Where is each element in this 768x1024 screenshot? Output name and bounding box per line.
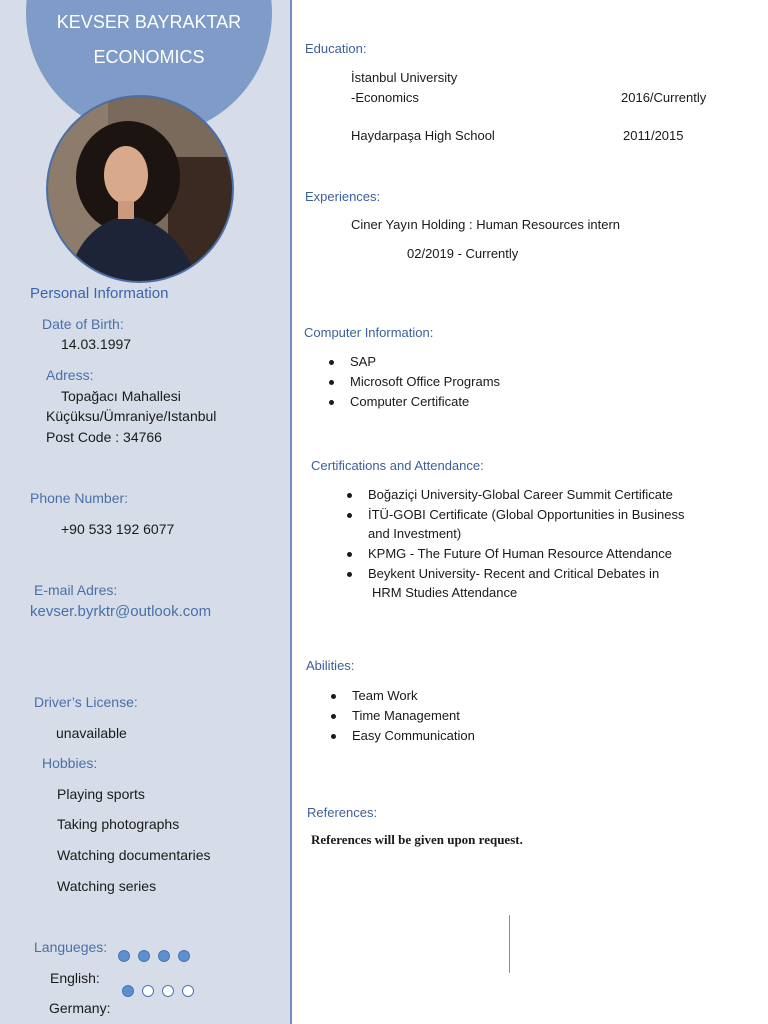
certification-item-continued: and Investment) [368,526,462,541]
hobbies-label: Hobbies: [42,755,98,771]
rating-dot [158,950,170,962]
hobby-item: Playing sports [57,786,145,802]
languages-label: Langueges: [34,939,108,955]
address-line1: Topağacı Mahallesi [61,388,181,404]
profile-photo [46,95,234,283]
candidate-name: KEVSER BAYRAKTAR [56,12,242,32]
candidate-field: ECONOMICS [93,47,205,67]
references-title: References: [307,805,378,820]
dob-value: 14.03.1997 [61,336,132,352]
hobby-item: Watching documentaries [57,847,211,863]
rating-dot [138,950,150,962]
education-dept: -Economics [351,90,419,105]
ability-item: Easy Communication [352,728,475,743]
certification-item-continued: HRM Studies Attendance [372,585,518,600]
license-value: unavailable [56,725,127,741]
certification-item: Boğaziçi University-Global Career Summit Certificate [368,487,673,502]
sidebar-divider [290,0,292,1024]
dob-label: Date of Birth: [42,316,124,332]
personal-info-title: Personal Information [30,285,169,302]
experience-role: Ciner Yayın Holding : Human Resources intern [351,217,621,232]
education-dates: 2011/2015 [623,128,684,143]
rating-dot [162,985,174,997]
language-germany-label: Germany: [49,1000,111,1016]
address-label: Adress: [46,367,94,383]
ability-item: Time Management [352,708,460,723]
rating-dot [122,985,134,997]
education-school: Haydarpaşa High School [351,128,495,143]
certification-item: İTÜ-GOBI Certificate (Global Opportunities in Business [368,507,685,522]
address-line3: Post Code : 34766 [46,429,162,445]
rating-dot [118,950,130,962]
rating-dot [178,950,190,962]
phone-label: Phone Number: [30,490,129,506]
experiences-title: Experiences: [305,189,381,204]
email-link[interactable]: kevser.byrktr@outlook.com [30,603,212,620]
sidebar [0,0,290,1024]
hobby-item: Watching series [57,878,157,894]
rating-dot [182,985,194,997]
education-dates: 2016/Currently [621,90,707,105]
certifications-title: Certifications and Attendance: [311,458,484,473]
email-label: E-mail Adres: [34,582,118,598]
experience-dates: 02/2019 - Currently [407,246,519,261]
address-line2: Küçüksu/Ümraniye/Istanbul [46,408,217,424]
certification-item: KPMG - The Future Of Human Resource Attendance [368,546,672,561]
computer-info-title: Computer Information: [304,325,434,340]
references-text: References will be given upon request. [311,832,523,847]
license-label: Driver’s License: [34,694,138,710]
phone-value: +90 533 192 6077 [61,521,175,537]
language-english-label: English: [50,970,100,986]
hobby-item: Taking photographs [57,816,180,832]
text-cursor [509,915,510,973]
computer-item: SAP [350,354,377,369]
education-title: Education: [305,41,367,56]
computer-item: Computer Certificate [350,394,470,409]
computer-item: Microsoft Office Programs [350,374,501,389]
abilities-title: Abilities: [306,658,355,673]
education-school: İstanbul University [351,70,458,85]
ability-item: Team Work [352,688,418,703]
certification-item: Beykent University- Recent and Critical Debates in [368,566,660,581]
rating-dot [142,985,154,997]
